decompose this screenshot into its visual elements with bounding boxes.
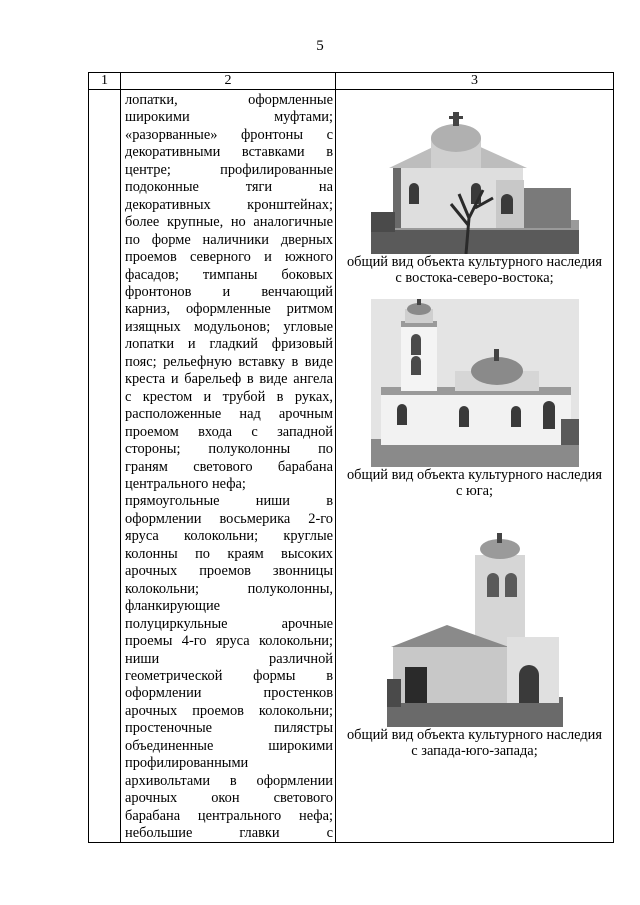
description-line: с крестом и трубой в руках, bbox=[125, 388, 333, 405]
description-line: пояс; рельефную вставку в виде bbox=[125, 353, 333, 370]
description-line: геометрической формы в bbox=[125, 667, 333, 684]
description-line: профилированными bbox=[125, 755, 249, 772]
description-line: арочных проемов колокольни; bbox=[125, 702, 333, 719]
description-text bbox=[121, 90, 335, 842]
header-cell-2: 2 bbox=[121, 73, 336, 90]
description-line: объединенные широкими bbox=[125, 737, 333, 754]
description-line: оформлении простенков bbox=[125, 685, 333, 702]
description-line: граням светового барабана bbox=[125, 458, 333, 475]
caption-line: общий вид объекта культурного наследия bbox=[346, 727, 603, 743]
description-line: проемы 4-го яруса колокольни; bbox=[125, 633, 333, 650]
description-line: лопатки, оформленные bbox=[125, 92, 333, 108]
number-cell bbox=[89, 90, 121, 843]
table-body-row bbox=[89, 90, 614, 843]
description-line: простеночные пилястры bbox=[125, 720, 333, 737]
caption-line: с востока-северо-востока; bbox=[395, 270, 554, 286]
description-line: колокольни; полуколонны, bbox=[125, 580, 333, 597]
description-line: карниз, оформленные ритмом bbox=[125, 301, 333, 318]
photo-caption-east bbox=[336, 254, 613, 286]
description-line: проемом входа с западной bbox=[125, 423, 333, 440]
description-line: декоративными вставками в bbox=[125, 144, 333, 161]
photo-block-south bbox=[336, 299, 613, 499]
description-line: полуциркульные арочные bbox=[125, 615, 333, 632]
description-line: прямоугольные ниши в bbox=[125, 493, 333, 510]
description-line: более крупные, но аналогичные bbox=[125, 214, 333, 231]
description-line: архивольтами в оформлении bbox=[125, 772, 333, 789]
description-line: фланкирующие bbox=[125, 598, 221, 615]
church-photo-west bbox=[387, 529, 563, 727]
caption-line: с запада-юго-запада; bbox=[411, 743, 538, 759]
description-line: центре; профилированные bbox=[125, 161, 333, 178]
caption-line: общий вид объекта культурного наследия bbox=[346, 467, 603, 483]
description-line: ниши различной bbox=[125, 650, 333, 667]
description-line: центрального нефа; bbox=[125, 475, 246, 492]
description-line: по форме наличники дверных bbox=[125, 231, 333, 248]
description-line: фронтонов и венчающий bbox=[125, 283, 333, 300]
description-line: креста и барельеф в виде ангела bbox=[125, 371, 333, 388]
description-line: расположенные над арочным bbox=[125, 406, 333, 423]
photos-cell bbox=[336, 90, 614, 843]
description-line: «разорванные» фронтоны с bbox=[125, 126, 333, 143]
description-line: широкими муфтами; bbox=[125, 109, 333, 126]
description-line: изящных модульонов; угловые bbox=[125, 318, 333, 335]
description-line: лопатки и гладкий фризовый bbox=[125, 336, 333, 353]
church-photo-east bbox=[371, 108, 579, 254]
page-number: 5 bbox=[316, 38, 324, 54]
description-line: оформлении восьмерика 2-го bbox=[125, 510, 333, 527]
photo-caption-west bbox=[336, 727, 613, 759]
church-photo-south bbox=[371, 299, 579, 467]
description-line: проемов северного и южного bbox=[125, 249, 333, 266]
description-line: декоративных кронштейнах; bbox=[125, 196, 333, 213]
description-cell bbox=[121, 90, 336, 843]
description-line: небольшие главки с bbox=[125, 825, 333, 842]
description-line: яруса колокольни; круглые bbox=[125, 528, 333, 545]
description-line: барабана центрального нефа; bbox=[125, 807, 333, 824]
heritage-table bbox=[88, 72, 614, 843]
description-line: арочных окон светового bbox=[125, 790, 333, 807]
photo-block-west bbox=[336, 529, 613, 759]
photo-block-east bbox=[336, 108, 613, 286]
description-line: стороны; полуколонны по bbox=[125, 441, 333, 458]
description-line: колонны по краям высоких bbox=[125, 545, 333, 562]
photo-caption-south bbox=[336, 467, 613, 499]
header-cell-1: 1 bbox=[89, 73, 121, 90]
description-line: арочных проемов звонницы bbox=[125, 563, 333, 580]
description-line: фасадов; тимпаны боковых bbox=[125, 266, 333, 283]
description-line: подоконные тяги на bbox=[125, 179, 333, 196]
caption-line: общий вид объекта культурного наследия bbox=[346, 254, 603, 270]
header-cell-3: 3 bbox=[336, 73, 614, 90]
caption-line: с юга; bbox=[455, 483, 494, 499]
table-header-row bbox=[89, 73, 614, 90]
